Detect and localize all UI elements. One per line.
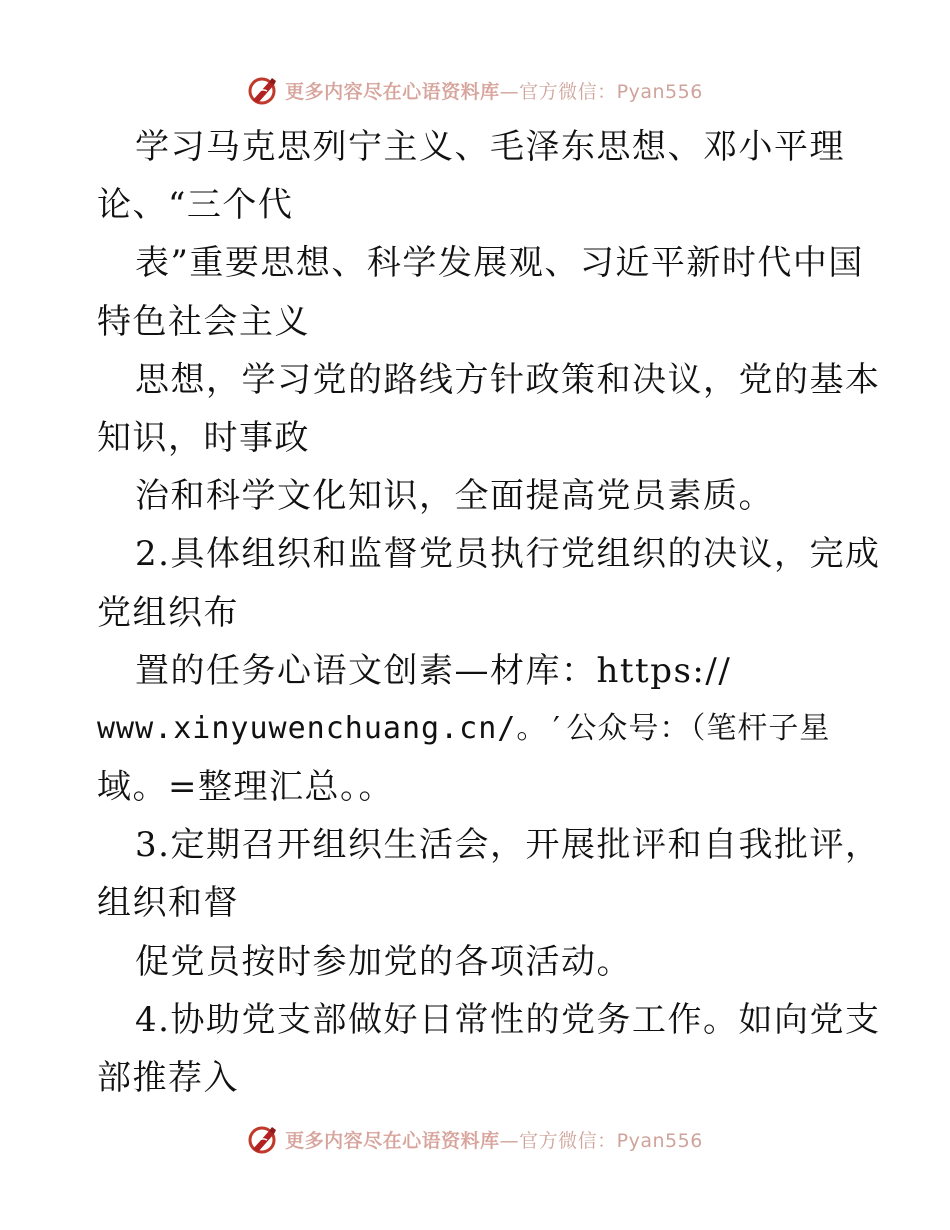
footer-watermark bbox=[0, 1119, 950, 1159]
document-body bbox=[97, 118, 881, 1107]
pen-logo-icon bbox=[247, 1123, 279, 1155]
paragraph-line: 促党员按时参加党的各项活动。 bbox=[135, 941, 632, 982]
paragraph-line: 组织和督 bbox=[97, 883, 239, 924]
pen-logo-icon bbox=[247, 74, 279, 106]
paragraph-line: 知识，时事政 bbox=[97, 417, 310, 458]
paragraph-line: 2.具体组织和监督党员执行党组织的决议，完成 bbox=[135, 534, 881, 575]
paragraph-line: 表”重要思想、科学发展观、习近平新时代中国 bbox=[135, 243, 864, 284]
watermark-text: 更多内容尽在心语资料库—官方微信：Pyan556 bbox=[285, 80, 703, 103]
paragraph-line: 域。=整理汇总。。 bbox=[97, 767, 394, 808]
paragraph-line: 3.定期召开组织生活会，开展批评和自我批评， bbox=[135, 825, 881, 866]
paragraph-line: 党组织布 bbox=[97, 592, 239, 633]
paragraph-line: 学习马克思列宁主义、毛泽东思想、邓小平理 bbox=[135, 127, 845, 167]
paragraph-line: 思想，学习党的路线方针政策和决议，党的基本 bbox=[135, 359, 881, 400]
header-watermark bbox=[0, 70, 950, 110]
paragraph-line: 论、“三个代 bbox=[97, 185, 294, 226]
paragraph-line-url: www.xinyuwenchuang.cn/。′公众号：（笔杆子星 bbox=[97, 710, 831, 746]
paragraph-line: 4.协助党支部做好日常性的党务工作。如向党支 bbox=[135, 999, 881, 1040]
paragraph-line: 特色社会主义 bbox=[97, 301, 310, 342]
paragraph-line: 治和科学文化知识，全面提高党员素质。 bbox=[135, 476, 774, 517]
paragraph-line: 部推荐入 bbox=[97, 1058, 239, 1098]
watermark-text: 更多内容尽在心语资料库—官方微信：Pyan556 bbox=[285, 1129, 703, 1152]
paragraph-line: 置的任务心语文创素—材库：https:// bbox=[135, 650, 732, 691]
